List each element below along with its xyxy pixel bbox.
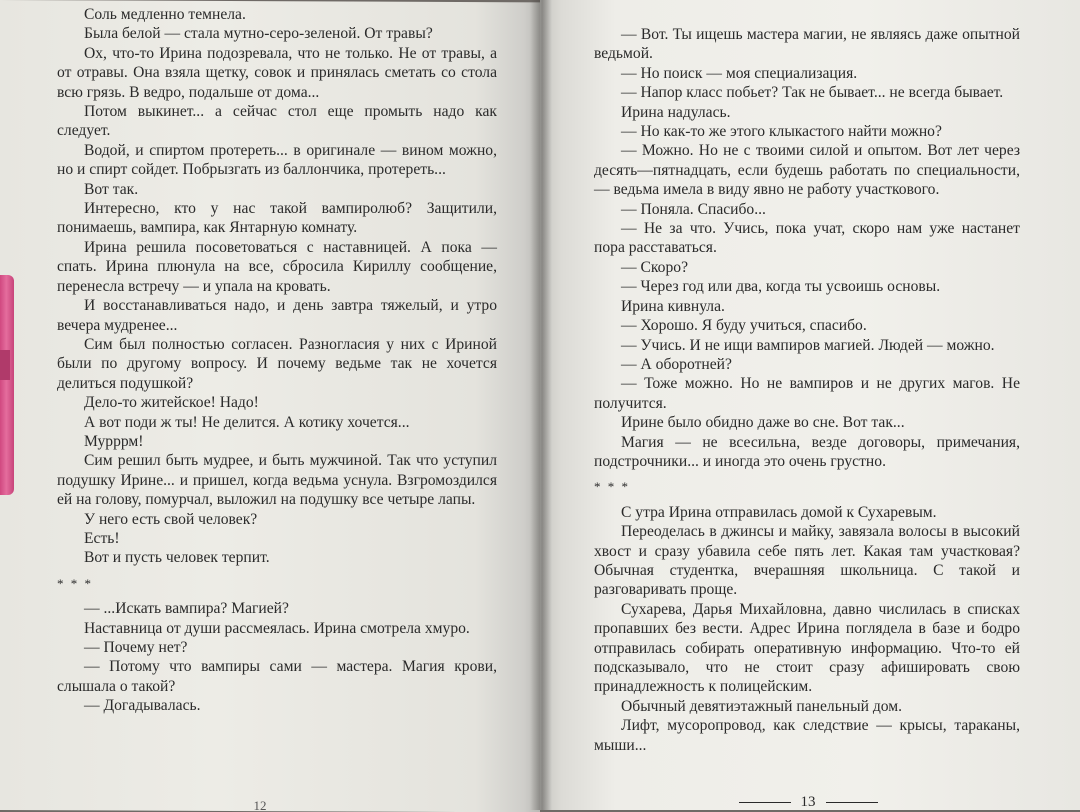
paragraph: — Почему нет? [84, 639, 188, 656]
paragraph: Ирине было обидно даже во сне. Вот так... [621, 414, 905, 432]
paragraph: Потом выкинет... а сейчас стол еще промыть надо как следует. [57, 103, 497, 140]
paragraph: Переоделась в джинсы и майку, завязала волосы в высокий хвост и сразу убавила себе пять лет. Какая там участковая? Обычная студентка, вчерашняя школьница. С такой и разговаривать проще. [594, 523, 1020, 599]
paragraph: — Скоро? [621, 258, 688, 276]
paragraph: Была белой — стала мутно-серо-зеленой. От травы? [84, 25, 433, 43]
paragraph: — Хорошо. Я буду учиться, спасибо. [621, 317, 867, 335]
paragraph: Сухарева, Дарья Михайловна, давно числилась в списках пропавших без вести. Адрес Ирина поглядела в базе и бодро отправилась собирать оперативную информацию. Что-то ей подсказывало, что не стоит сразу афишировать свою принадлежность к полицейским. [594, 600, 1020, 696]
right-page-text [594, 25, 1020, 755]
paragraph: Ирина решила посоветоваться с наставницей. А пока — спать. Ирина плюнула на все, сбросила Кириллу сообщение, перенесла встречу — и упала на кровать. [57, 238, 497, 295]
paragraph: — Напор класс побьет? Так не бывает... не всегда бывает. [621, 84, 1004, 102]
folio-rule-right [826, 802, 878, 803]
paragraph: — Потому что вампиры сами — мастера. Магия крови, слышала о такой? [57, 658, 497, 695]
paragraph: Водой, и спиртом протереть... в оригинале — вином можно, но и спирт сойдет. Побрызгать из баллончика, протереть... [57, 141, 497, 179]
paragraph: Магия — не всесильна, везде договоры, примечания, подстрочники... и иногда это очень грустно. [594, 433, 1020, 470]
paragraph: Соль медленно темнела. [84, 6, 246, 23]
paragraph: — Тоже можно. Но не вампиров и не других магов. Не получится. [594, 375, 1020, 412]
bookmark-tab [0, 275, 14, 495]
paragraph: Мурррм! [84, 432, 144, 450]
paragraph: Есть! [84, 529, 120, 547]
left-page-number: 12 [253, 798, 267, 810]
paragraph: — Поняла. Спасибо... [621, 200, 766, 218]
left-page-text [57, 5, 497, 716]
paragraph: С утра Ирина отправилась домой к Сухаревым. [621, 503, 937, 521]
paragraph: У него есть свой человек? [84, 510, 258, 528]
paragraph: — ...Искать вампира? Магией? [84, 600, 289, 618]
folio-rule-left [739, 802, 791, 803]
paragraph: — Вот. Ты ищешь мастера магии, не являясь даже опытной ведьмой. [594, 26, 1020, 63]
paragraph: А вот поди ж ты! Не делится. А котику хочется... [84, 413, 410, 431]
paragraph: Ох, что-то Ирина подозревала, что не только. Не от травы, а от отравы. Она взяла щетку, совок и принялась сметать со стола всю грязь. В ведро, подальше от дома... [57, 44, 497, 101]
right-page-number: 13 [800, 793, 816, 810]
paragraph: Сим решил быть мудрее, и быть мужчиной. Так что уступил подушку Ирине... и пришел, когда ведьма уснула. Взгромоздился ей на голову, помурчал, выложил на подушку все четыре лапы. [57, 452, 497, 509]
paragraph: — Через год или два, когда ты усвоишь основы. [621, 278, 941, 296]
paragraph: Лифт, мусоропровод, как следствие — крысы, тараканы, мыши... [594, 717, 1020, 754]
paragraph: Дело-то житейское! Надо! [84, 394, 259, 412]
paragraph: Наставница от души рассмеялась. Ирина смотрела хмуро. [84, 619, 470, 637]
paragraph: Ирина кивнула. [621, 297, 725, 315]
paragraph: Вот и пусть человек терпит. [84, 549, 270, 567]
paragraph: Ирина надулась. [621, 103, 731, 121]
paragraph: — Можно. Но не с твоими силой и опытом. Вот лет через десять—пятнадцать, если будешь работать по специальности, — ведьма имела в виду явно не работу участкового. [594, 142, 1020, 199]
paragraph: Интересно, кто у нас такой вампиролюб? Защитили, понимаешь, вампира, как Янтарную комнату. [57, 200, 497, 237]
paragraph: — Но поиск — моя специализация. [621, 64, 858, 82]
right-page-folio [726, 793, 890, 811]
paragraph: Вот так. [84, 180, 139, 198]
section-separator: * * * [57, 575, 93, 591]
paragraph: — Не за что. Учись, пока учат, скоро нам уже настанет пора расставаться. [594, 220, 1020, 257]
bookmark-tab-notch [0, 350, 10, 380]
section-separator: * * * [594, 479, 630, 495]
paragraph: — Догадывалась. [84, 697, 201, 715]
paragraph: — Но как-то же этого клыкастого найти можно? [621, 123, 942, 141]
paragraph: Обычный девятиэтажный панельный дом. [621, 697, 903, 715]
paragraph: Сим был полностью согласен. Разногласия у них с Ириной были по другому вопросу. И почему ведьме так не хочется делиться подушкой? [57, 335, 497, 392]
book-spine [530, 0, 552, 810]
paragraph: И восстанавливаться надо, и день завтра тяжелый, и утро вечера мудренее... [57, 297, 497, 334]
paragraph: — А оборотней? [621, 355, 732, 373]
paragraph: — Учись. И не ищи вампиров магией. Людей — можно. [621, 336, 995, 354]
